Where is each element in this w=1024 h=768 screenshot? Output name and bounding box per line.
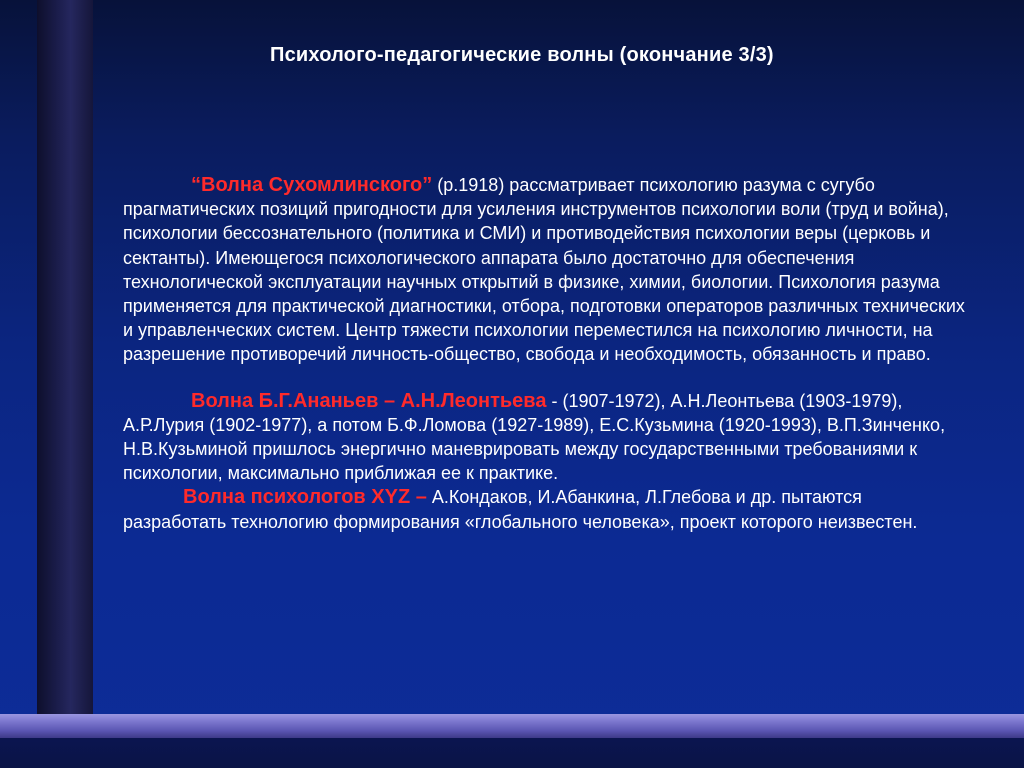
paragraph-ananiev-leontiev xyxy=(123,389,969,486)
paragraph-heading: Волна Б.Г.Ананьев – А.Н.Леонтьева xyxy=(191,389,547,412)
paragraph-text: А.Кондаков, И.Абанкина, Л.Глебова и др. пытаются разработать технологию формирования «глобального человека», проект которого неизвестен. xyxy=(123,487,918,532)
bottom-decorative-bar xyxy=(0,714,1024,738)
slide-title: Психолого-педагогические волны (окончание 3/3) xyxy=(270,44,774,66)
left-decorative-band xyxy=(37,0,93,768)
paragraph-text: - (1907-1972), А.Н.Леонтьева (1903-1979), А.Р.Лурия (1902-1977), а потом Б.Ф.Ломова (1927-1989), Е.С.Кузьмина (1920-1993), В.П.Зинченко, Н.В.Кузьминой пришлось энергично маневрировать между государственными требованиями к психологии, максимально приближая ее к практике. xyxy=(123,390,946,484)
paragraph-xyz xyxy=(123,485,969,533)
bottom-decorative-strip xyxy=(0,738,1024,768)
paragraph-text: (р.1918) рассматривает психологию разума с сугубо прагматических позиций пригодности для усиления инструментов психологии воли (труд и война), психологии бессознательного (политика и СМИ) и противодействия психологии веры (церковь и сектанты). Имеющегося психологического аппарата было достаточно для обеспечения технологической эксплуатации научных открытий в физике, химии, биологии. Психология разума применяется для практической диагностики, отбора, подготовки операторов различных технических и управленческих систем. Центр тяжести психологии переместился на психологию личности, на разрешение противоречий личность-общество, свобода и необходимость, обязанность и право. xyxy=(123,175,965,365)
paragraph-sukhomlinsky xyxy=(123,173,969,367)
slide-body xyxy=(123,173,969,534)
paragraph-heading: Волна психологов XYZ – xyxy=(183,486,427,509)
paragraph-heading: “Волна Сухомлинского” xyxy=(191,174,433,196)
